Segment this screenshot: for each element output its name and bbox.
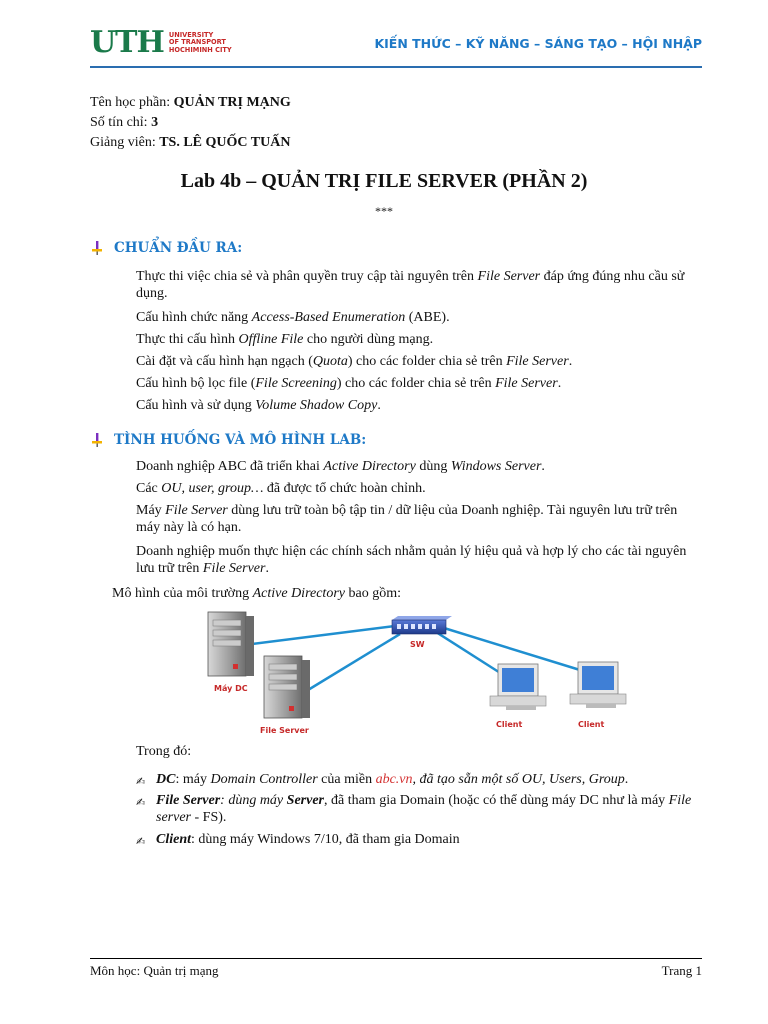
network-diagram: [200, 606, 630, 742]
domain-link[interactable]: abc.vn: [375, 772, 413, 787]
file-server-label: File Server: [260, 726, 309, 735]
outcome-item: Cấu hình và sử dụng Volume Shadow Copy.: [136, 398, 381, 413]
outcome-item: Thực thi việc chia sẻ và phân quyền truy cập tài nguyên trên File Server đáp ứng đúng nhu cầu sử dụng.: [136, 269, 685, 301]
scenario-item: Máy File Server dùng lưu trữ toàn bộ tập tin / dữ liệu của Doanh nghiệp. Tài nguyên lưu trữ trên máy này là có hạn.: [136, 503, 678, 535]
logo-sub-line: OF TRANSPORT: [168, 38, 226, 47]
lecturer-label: Giảng viên:: [90, 135, 160, 150]
university-logo: [90, 25, 232, 60]
dc-server-icon: [208, 612, 254, 676]
pushpin-icon: [90, 433, 104, 447]
client1-computer-icon: [490, 664, 546, 710]
model-intro: Mô hình của môi trường Active Directory bao gồm:: [112, 586, 401, 601]
pencil-icon: ✍: [136, 775, 146, 788]
course-value: QUẢN TRỊ MẠNG: [173, 95, 291, 110]
link-dc-switch: [252, 626, 395, 644]
page-title: Lab 4b – QUẢN TRỊ FILE SERVER (PHẦN 2): [180, 170, 588, 192]
link-fs-switch: [308, 634, 400, 690]
credits-label: Số tín chỉ:: [90, 115, 152, 130]
section-heading-text: TÌNH HUỐNG VÀ MÔ HÌNH LAB:: [114, 432, 367, 448]
pushpin-icon: [90, 241, 104, 255]
lecturer-value: TS. LÊ QUỐC TUẤN: [159, 135, 291, 150]
footer-page-number: Trang 1: [661, 963, 702, 978]
lecturer-line: [90, 133, 291, 153]
pencil-icon: ✍: [136, 796, 146, 809]
logo-sub-line: HOCHIMINH CITY: [168, 45, 232, 54]
pencil-icon: ✍: [136, 835, 146, 848]
course-meta: [90, 93, 291, 153]
title-separator: ***: [375, 204, 393, 218]
definition-item: ✍ Client: dùng máy Windows 7/10, đã tham gia Domain: [136, 832, 460, 848]
footer-course: Môn học: Quản trị mạng: [90, 963, 219, 978]
section-heading-scenario: [90, 432, 366, 448]
outcome-item: Cấu hình chức năng Access-Based Enumeration (ABE).: [136, 310, 450, 325]
switch-label: SW: [410, 640, 425, 649]
scenario-item: Doanh nghiệp muốn thực hiện các chính sách nhằm quản lý hiệu quả và hợp lý cho các tài nguyên lưu trữ trên File Server.: [136, 544, 687, 576]
page-header: [90, 24, 702, 68]
dc-label: Máy DC: [214, 684, 248, 693]
outcome-item: Cài đặt và cấu hình hạn ngạch (Quota) cho các folder chia sẻ trên File Server.: [136, 354, 573, 369]
where-label: Trong đó:: [136, 744, 192, 759]
section-heading-outcomes: [90, 240, 242, 256]
client2-computer-icon: [570, 662, 626, 708]
motto: KIẾN THỨC – KỸ NĂNG – SÁNG TẠO – HỘI NHẬP: [374, 36, 702, 51]
link-switch-client1: [436, 632, 505, 676]
file-server-icon: [264, 656, 310, 718]
outcome-item: Cấu hình bộ lọc file (File Screening) cho các folder chia sẻ trên File Server.: [136, 376, 562, 391]
credits-value: 3: [151, 115, 159, 130]
course-line: [90, 93, 291, 113]
section-heading-text: CHUẨN ĐẦU RA:: [114, 240, 243, 256]
definition-item: ✍ DC: máy Domain Controller của miền abc.vn, đã tạo sẵn một số OU, Users, Group.: [136, 772, 629, 788]
course-label: Tên học phần:: [90, 95, 174, 110]
client2-label: Client: [578, 720, 605, 729]
switch-icon: [392, 616, 452, 634]
scenario-item: Doanh nghiệp ABC đã triển khai Active Directory dùng Windows Server.: [136, 459, 545, 474]
page-footer: [90, 958, 702, 979]
logo-text: UTH: [90, 25, 164, 60]
client1-label: Client: [496, 720, 523, 729]
logo-subtitle: [169, 32, 232, 54]
credits-line: [90, 113, 291, 133]
definition-item: ✍ File Server: dùng máy Server, đã tham gia Domain (hoặc có thể dùng máy DC như là máy File server - FS).: [136, 793, 692, 825]
outcome-item: Thực thi cấu hình Offline File cho người dùng mạng.: [136, 332, 434, 347]
scenario-item: Các OU, user, group… đã được tổ chức hoàn chỉnh.: [136, 481, 426, 496]
logo-sub-line: UNIVERSITY: [168, 30, 214, 39]
